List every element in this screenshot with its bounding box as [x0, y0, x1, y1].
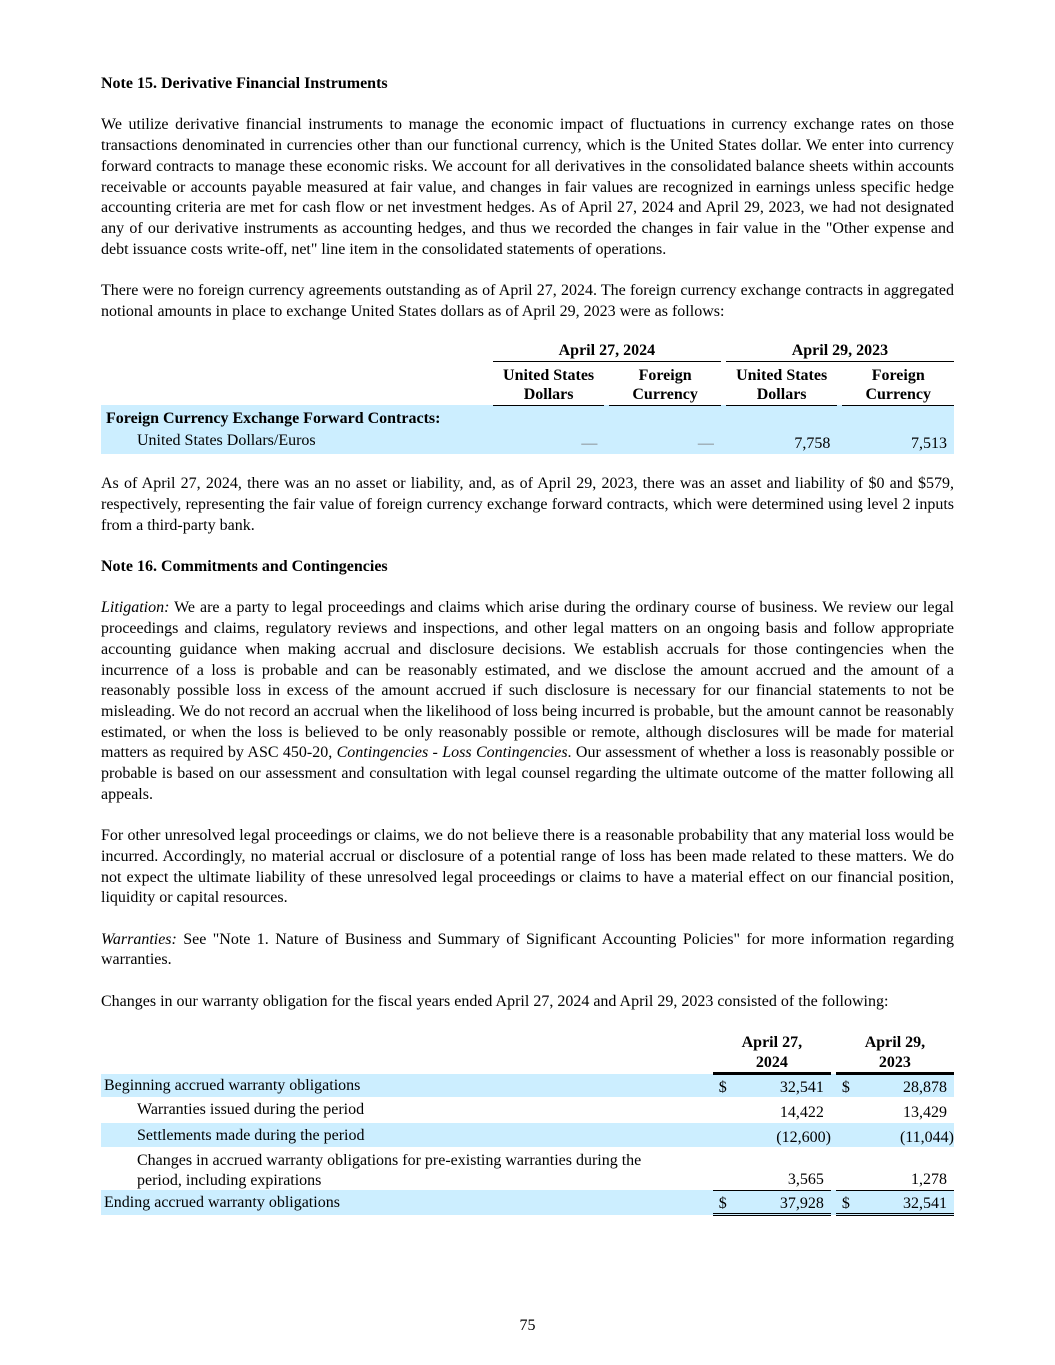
col-fc-2023: Foreign Currency	[842, 361, 954, 405]
warranties-paragraph: Warranties: See "Note 1. Nature of Business and Summary of Significant Accounting Policies" for more information regarding warranties.	[101, 930, 954, 969]
table-row: Changes in accrued warranty obligations for pre-existing warranties during the period, including expirations 3,565 1,278	[137, 1152, 947, 1189]
col-fc-2024: Foreign Currency	[609, 361, 721, 405]
note15-paragraph-3: As of April 27, 2024, there was an no asset or liability, and, as of April 29, 2023, there was an asset and liability of $0 and $579, respectively, representing the fair value of foreign currency exchange forward contracts, which were determined using level 2 inputs from a third-party bank.	[101, 475, 954, 534]
note15-paragraph-2: There were no foreign currency agreements outstanding as of April 27, 2024. The foreign currency exchange contracts in aggregated notional amounts in place to exchange United States dollars as of April 29, 2023 were as follows:	[101, 282, 954, 320]
col-usd-2024: United States Dollars	[493, 361, 605, 405]
col-usd-2023: United States Dollars	[726, 361, 838, 405]
litigation-paragraph: Litigation: We are a party to legal proceedings and claims which arise during the ordinary course of business. We review our legal proceedings and claims, regulatory reviews and inspections, and other legal matters on an ongoing basis and follow appropriate accounting guidance when making accrual and disclosure decisions. We establish accruals for those contingencies when the incurrence of a loss is probable and can be reasonably estimated, and we disclose the amount accrued and the amount of a reasonably possible loss in excess of the amount accrued if such disclosure is necessary for our financial statements to not be misleading. We do not record an accrual when the likelihood of loss being incurred is probable, but the amount cannot be reasonably estimated, or when the loss is believed to be only reasonably possible or remote, although disclosures will be made for material matters as required by ASC 450-20, Contingencies - Loss Contingencies. Our assessment of whether a loss is reasonably possible or probable is based on our assessment and consultation with legal counsel regarding the ultimate outcome of the matter following all appeals.	[101, 599, 955, 803]
col-2024: April 27, 2024	[713, 1033, 831, 1074]
page-number: 75	[519, 1317, 536, 1334]
period-header-2023: April 29, 2023	[726, 341, 954, 361]
table-row-total: Ending accrued warranty obligations $ 37,928 $ 32,541	[101, 1190, 954, 1215]
changes-paragraph: Changes in our warranty obligation for the fiscal years ended April 27, 2024 and April 29, 2023 consisted of the following:	[101, 992, 889, 1010]
period-header-2024: April 27, 2024	[493, 341, 721, 361]
note15-heading: Note 15. Derivative Financial Instruments	[101, 75, 388, 92]
note16-heading: Note 16. Commitments and Contingencies	[101, 558, 388, 576]
table-row: United States Dollars/Euros — — 7,758 7,513	[101, 431, 954, 454]
forward-contracts-table	[101, 341, 954, 454]
note15-paragraph-1: We utilize derivative financial instruments to manage the economic impact of fluctuations in currency exchange rates on those transactions denominated in currencies other than our functional currency, which is the United States dollar. We enter into currency forward contracts to manage these economic risks. We account for all derivatives in the consolidated balance sheets within accounts receivable or accounts payable measured at fair value, and changes in fair values are recognized in earnings unless specific hedge accounting criteria are met for cash flow or net investment hedges. As of April 27, 2024 and April 29, 2023, we had not designated any of our derivative instruments as accounting hedges, and thus we recorded the changes in fair value in the "Other expense and debt issuance costs write-off, net" line item in the consolidated statements of operations.	[101, 116, 954, 258]
col-2023: April 29, 2023	[836, 1033, 954, 1074]
unresolved-paragraph: For other unresolved legal proceedings or claims, we do not believe there is a reasonable probability that any material loss would be incurred. Accordingly, no material accrual or disclosure of a potential range of loss has been made related to these matters. We do not expect the ultimate liability of these unresolved legal proceedings or claims to have a material effect on our financial position, liquidity or capital resources.	[101, 827, 954, 907]
table-row: Settlements made during the period (12,600) (11,044)	[101, 1123, 954, 1148]
table-section-row: Foreign Currency Exchange Forward Contracts:	[101, 405, 954, 431]
table-row: Warranties issued during the period 14,422 13,429	[137, 1101, 947, 1122]
warranty-table	[101, 1033, 954, 1216]
table-row: Beginning accrued warranty obligations $ 32,541 $ 28,878	[101, 1074, 954, 1098]
